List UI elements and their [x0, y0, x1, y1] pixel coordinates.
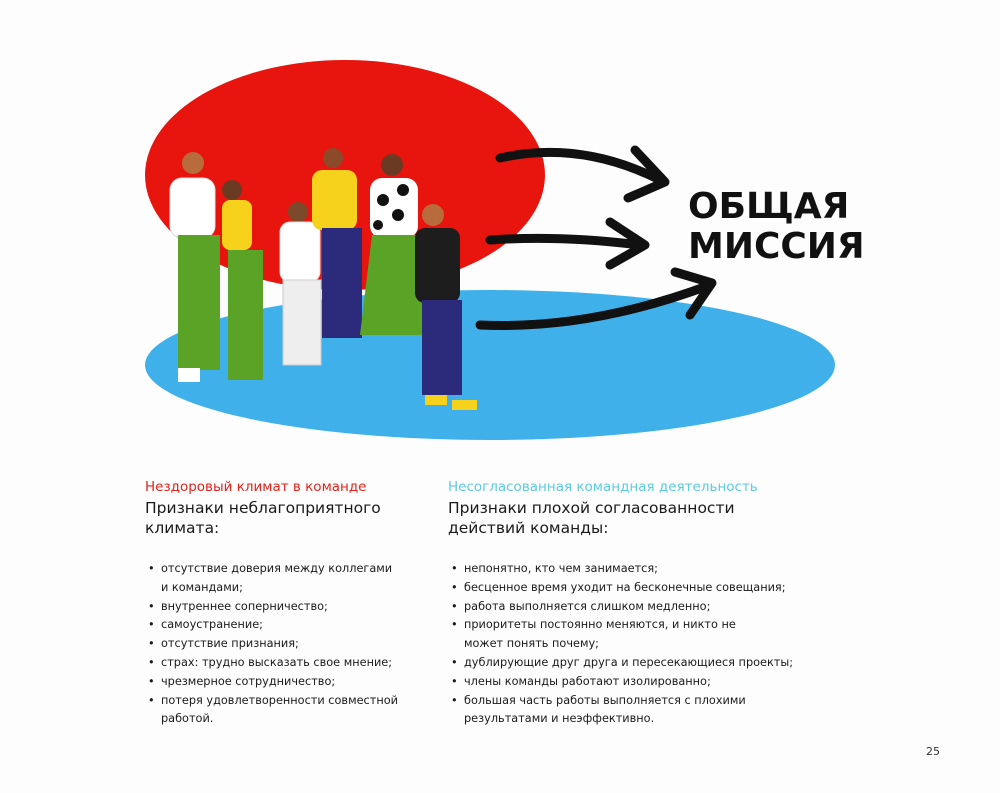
- list-item: • работа выполняется слишком медленно;: [448, 598, 828, 617]
- list-item: • внутреннее соперничество;: [145, 598, 435, 617]
- section-subtitle: Нездоровый климат в команде: [145, 479, 367, 495]
- signs-list: [145, 560, 435, 729]
- list-item: • отсутствие доверия между коллегами и командами;: [145, 560, 396, 598]
- section-heading: Признаки неблагоприятного климата:: [145, 499, 381, 537]
- list-item: • самоустранение;: [145, 616, 435, 635]
- signs-list: [448, 560, 828, 729]
- unhealthy-climate-section: [145, 478, 435, 729]
- mission-title-line2: МИССИЯ: [688, 226, 865, 267]
- list-item: • большая часть работы выполняется с плохими результатами и неэффективно.: [448, 692, 754, 730]
- list-item: • страх: трудно высказать свое мнение;: [145, 654, 435, 673]
- mission-title-line1: ОБЩАЯ: [688, 186, 850, 227]
- list-item: • чрезмерное сотрудничество;: [145, 673, 435, 692]
- section-heading: Признаки плохой согласованности действий команды:: [448, 499, 735, 537]
- list-item: • потеря удовлетворенности совместной работой.: [145, 692, 416, 730]
- list-item: • непонятно, кто чем занимается;: [448, 560, 828, 579]
- poor-coordination-section: [448, 478, 828, 729]
- list-item: • дублирующие друг друга и пересекающиеся проекты;: [448, 654, 828, 673]
- section-subtitle: Несогласованная командная деятельность: [448, 479, 758, 495]
- list-item: • приоритеты постоянно меняются, и никто не может понять почему;: [448, 616, 774, 654]
- list-item: • бесценное время уходит на бесконечные совещания;: [448, 579, 828, 598]
- list-item: • отсутствие признания;: [145, 635, 435, 654]
- page-number: 25: [926, 745, 940, 758]
- list-item: • члены команды работают изолированно;: [448, 673, 828, 692]
